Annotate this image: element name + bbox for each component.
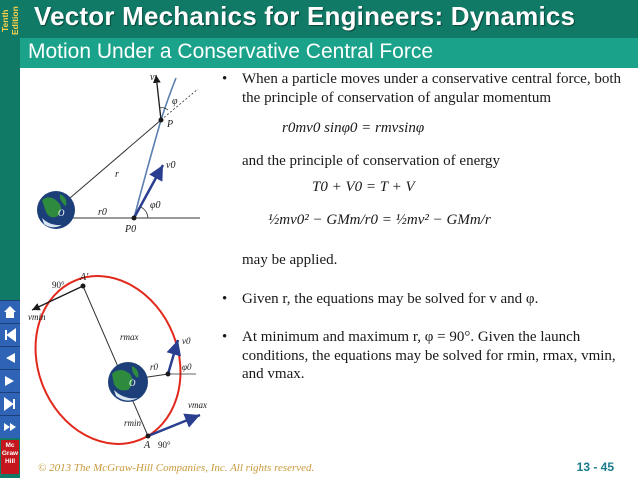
bullet-1: • When a particle moves under a conservative central force, both the principle of conservation of angular momentum <box>222 70 634 107</box>
label-90-bottom: 90° <box>158 440 171 450</box>
page-number: 13 - 45 <box>576 460 614 474</box>
page-title: Vector Mechanics for Engineers: Dynamics <box>34 1 576 31</box>
page-subtitle: Motion Under a Conservative Central Force <box>28 40 434 63</box>
label-phi0: φ0 <box>150 200 161 211</box>
end-icon[interactable] <box>0 415 20 438</box>
bullet-3-text: At minimum and maximum r, φ = 90°. Given the launch conditions, the equations may be solved for rmin, rmax, vmin, and vmax. <box>242 329 616 382</box>
bullet-2-text: Given r, the equations may be solved for v and φ. <box>242 290 539 307</box>
label-o: O <box>129 378 136 388</box>
label-v0: v0 <box>166 160 176 171</box>
copyright-footer: © 2013 The McGraw-Hill Companies, Inc. All rights reserved. <box>38 462 315 474</box>
label-r0: r0 <box>150 362 159 372</box>
label-v0: v0 <box>182 336 191 346</box>
label-phi: φ <box>172 96 178 107</box>
home-icon[interactable] <box>0 300 20 323</box>
label-r: r <box>115 169 119 180</box>
forward-icon[interactable] <box>0 392 20 415</box>
slide-content <box>222 70 634 384</box>
energy-intro-text: and the principle of conservation of energy <box>242 152 500 169</box>
bullet-2: • Given r, the equations may be solved for v and φ. <box>222 290 539 307</box>
label-r0: r0 <box>98 207 107 218</box>
equation-angular-momentum: r0mv0 sinφ0 = rmvsinφ <box>282 120 425 136</box>
previous-icon[interactable] <box>0 323 20 346</box>
orbit-diagram <box>28 270 218 460</box>
label-vmax: vmax <box>188 400 207 410</box>
publisher-logo: Mc Graw Hill <box>1 440 19 474</box>
label-vmin: vmin <box>28 312 46 322</box>
label-90-top: 90° <box>52 280 65 290</box>
label-phi0: φ0 <box>182 362 192 372</box>
equation-energy: T0 + V0 = T + V <box>312 179 415 195</box>
may-be-applied-text: may be applied. <box>242 252 338 268</box>
label-o: O <box>58 208 65 218</box>
edition-label: Tenth Edition <box>0 6 20 36</box>
bullet-1-text: When a particle moves under a conservative central force, both the principle of conservation of angular momentum <box>242 71 621 106</box>
label-v: v <box>150 72 155 83</box>
label-p0: P0 <box>125 224 137 235</box>
equation-energy-expanded: ½mv0² − GMm/r0 = ½mv² − GMm/r <box>268 211 491 228</box>
next-icon[interactable] <box>0 369 20 392</box>
central-force-diagram <box>28 70 218 270</box>
back-icon[interactable] <box>0 346 20 369</box>
label-a: A <box>144 440 151 451</box>
label-p: P <box>167 119 174 130</box>
label-rmax: rmax <box>120 332 139 342</box>
label-rmin: rmin <box>124 418 142 428</box>
bullet-3: • At minimum and maximum r, φ = 90°. Given the launch conditions, the equations may be solved for rmin, rmax, vmin, and vmax. <box>222 328 634 384</box>
label-a-prime: A′ <box>80 272 89 283</box>
